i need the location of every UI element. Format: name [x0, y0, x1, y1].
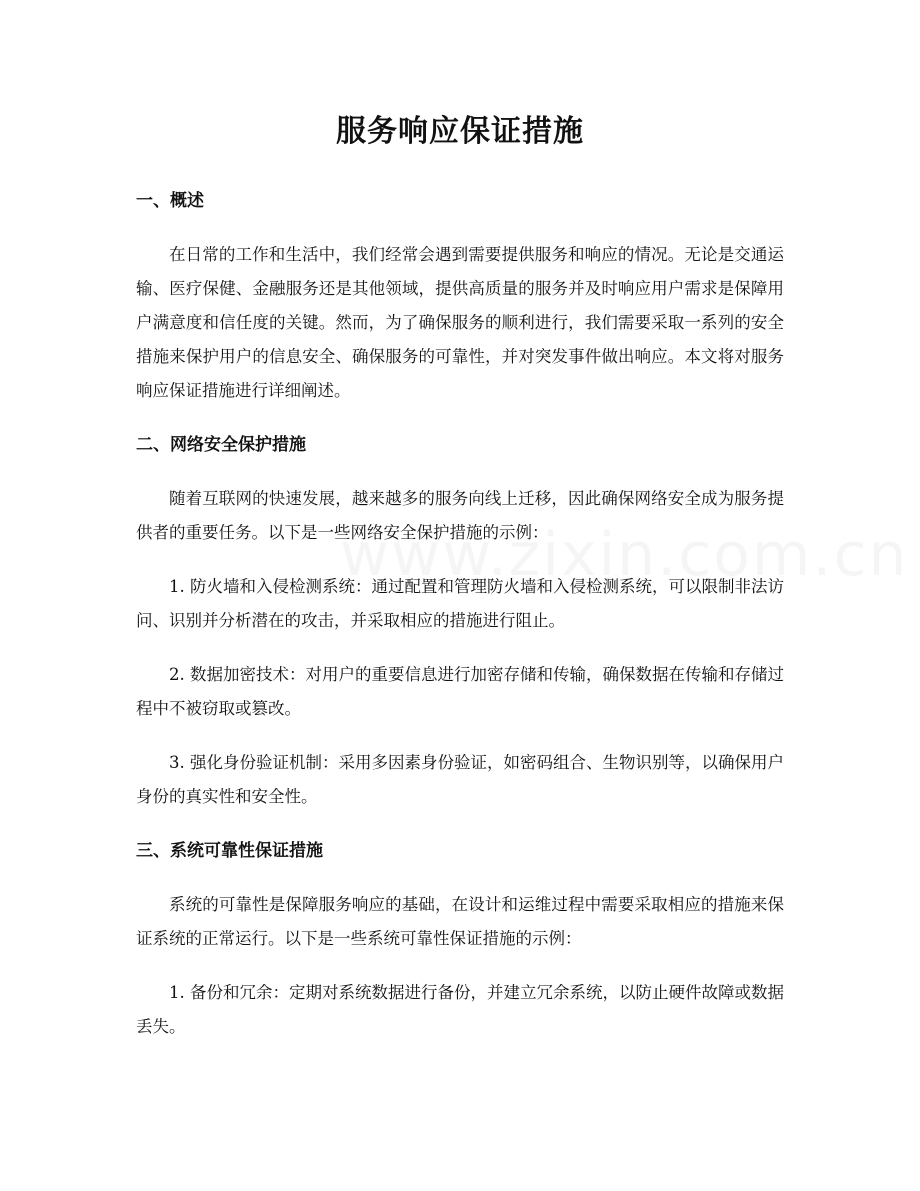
section-overview [136, 184, 784, 408]
paragraph: 随着互联网的快速发展，越来越多的服务向线上迁移，因此确保网络安全成为服务提供者的重要任务。以下是一些网络安全保护措施的示例： [136, 489, 784, 542]
list-item: 3. 强化身份验证机制：采用多因素身份验证，如密码组合、生物识别等，以确保用户身份的真实性和安全性。 [136, 753, 784, 806]
section-system-reliability [136, 834, 784, 1044]
section-network-security [136, 428, 784, 814]
list-item: 1. 备份和冗余：定期对系统数据进行备份，并建立冗余系统，以防止硬件故障或数据丢失。 [136, 983, 784, 1036]
document-title: 服务响应保证措施 [336, 114, 584, 149]
section-heading: 二、网络安全保护措施 [136, 435, 306, 455]
document-body [136, 184, 784, 1044]
section-heading: 一、概述 [136, 191, 204, 211]
paragraph: 在日常的工作和生活中，我们经常会遇到需要提供服务和响应的情况。无论是交通运输、医疗保健、金融服务还是其他领域，提供高质量的服务并及时响应用户需求是保障用户满意度和信任度的关键。然而，为了确保服务的顺利进行，我们需要采取一系列的安全措施来保护用户的信息安全、确保服务的可靠性，并对突发事件做出响应。本文将对服务响应保证措施进行详细阐述。 [136, 245, 784, 400]
list-item: 2. 数据加密技术：对用户的重要信息进行加密存储和传输，确保数据在传输和存储过程中不被窃取或篡改。 [136, 665, 784, 718]
paragraph: 系统的可靠性是保障服务响应的基础，在设计和运维过程中需要采取相应的措施来保证系统的正常运行。以下是一些系统可靠性保证措施的示例： [136, 895, 784, 948]
section-heading: 三、系统可靠性保证措施 [136, 841, 323, 861]
list-item: 1. 防火墙和入侵检测系统：通过配置和管理防火墙和入侵检测系统，可以限制非法访问、识别并分析潜在的攻击，并采取相应的措施进行阻止。 [136, 577, 784, 630]
